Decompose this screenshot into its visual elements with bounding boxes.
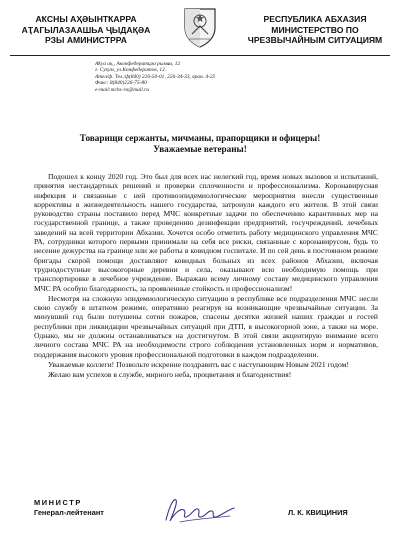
body-paragraph: Желаю вам успехов в службе, мирного неба, процветания и благоденствия! xyxy=(48,370,292,380)
address-block xyxy=(95,61,305,93)
greeting-line-2: Уважаемые ветераны! xyxy=(153,144,247,154)
header-right-line: РЕСПУБЛИКА АБХАЗИЯ xyxy=(263,14,367,24)
letter-body xyxy=(34,172,378,381)
signatory-name: Л. К. КВИЦИНИЯ xyxy=(288,508,348,517)
header-left-line: РЗЫ АМИНИСТРРА xyxy=(45,35,127,45)
header-left-line: АҬАГЫЛАЗААШЬА ҶЫДАҚӘА xyxy=(21,24,151,35)
address-line: e-mail:mchs-ra@mail.ru xyxy=(95,86,149,93)
header-right-russian xyxy=(240,14,390,46)
address-line: Факс: 8(840)226-75-80 xyxy=(95,80,147,87)
address-line: Аҟуа ақ., Аконфедератцәа рымҩа, 12 xyxy=(95,61,181,67)
greeting-line-1: Товарищи сержанты, мичманы, прапорщики и офицеры! xyxy=(79,133,321,143)
header-left-line: АҞСНЫ АҲӘЫНТҞАРРА xyxy=(35,14,137,24)
body-paragraph: Несмотря на сложную эпидемиологическую ситуацию в республике все подразделения МЧС несли свою службу в штатном режиме, оперативно реагируя на возникающие чрезвычайные ситуации. За минувший год были потушены сотни пожаров, спасены десятки жизней наших граждан и гостей республики при ликвидации чрезвычайных ситуаций при ДТП, в высокогорной зоне, а также на море. Однако, мы не должны останавливаться на достигнутом. В этой связи акцентирую внимание всего личного состава МЧС РА на необходимости строго соблюдения установленных норм и нормативов, поддержания высокого уровня профессиональной подготовки в каждом подразделении. xyxy=(34,293,378,359)
header-divider xyxy=(10,55,390,56)
header-left-abkhaz xyxy=(10,14,162,46)
body-paragraph: Подошел к концу 2020 год. Это был для всех нас нелегкий год, время новых вызовов и испытаний, принятия нестандартных решений и проверки сплоченности и профессионализма. Коронавирусная инфекция и связанные с ней противоэпидемиологические мероприятия внесли существенные коррективы в жизнедеятельность нашего государства, затронули каждого его жителя. В этой связи руководство страны поставило перед МЧС конкретные задачи по обеспечению карантинных мер на государственной границе, а также проведению дезинфекции предприятий, госучреждений, лечебных заведений на всей территории Абхазии. Хочется особо отметить работу медицинского управления МЧС РА, сотрудники которого первыми принимали на себя все риски, связанные с коронавирусом, будь то несение дежурства на границе или же работы в ковидном госпитале. И по сей день в постоянном режиме бригады скорой помощи доставляют ковидных больных из всех районов Абхазии, включая труднодоступные высокогорные деревни и села, оказывают всю необходимую помощь при транспортировке в лечебное учреждение. Выражаю всему личному составу медицинского управления МЧС РА особую благодарность, за проявленные стойкость и профессионализм! xyxy=(34,172,378,293)
body-paragraph: Уважаемые коллеги! Позвольте искренне поздравить вас с наступающим Новым 2021 годом! xyxy=(48,359,349,369)
address-line: г. Сухум, ул.Конфедератов, 12. xyxy=(95,67,167,74)
signatory-rank: Генерал-лейтенант xyxy=(34,507,104,517)
header-right-line: МИНИСТЕРСТВО ПО xyxy=(271,24,359,35)
coat-of-arms-emblem-icon xyxy=(183,6,217,48)
signatory-position: МИНИСТР xyxy=(34,498,82,507)
address-line: Ател/ф. Тел./ф(840) 226-50-01, 226-34-33, вран. 4-25 xyxy=(95,73,216,80)
handwritten-signature xyxy=(160,494,240,526)
signatory-title xyxy=(34,498,104,517)
header-right-line: ЧРЕЗВЫЧАЙНЫМ СИТУАЦИЯМ xyxy=(247,35,383,45)
